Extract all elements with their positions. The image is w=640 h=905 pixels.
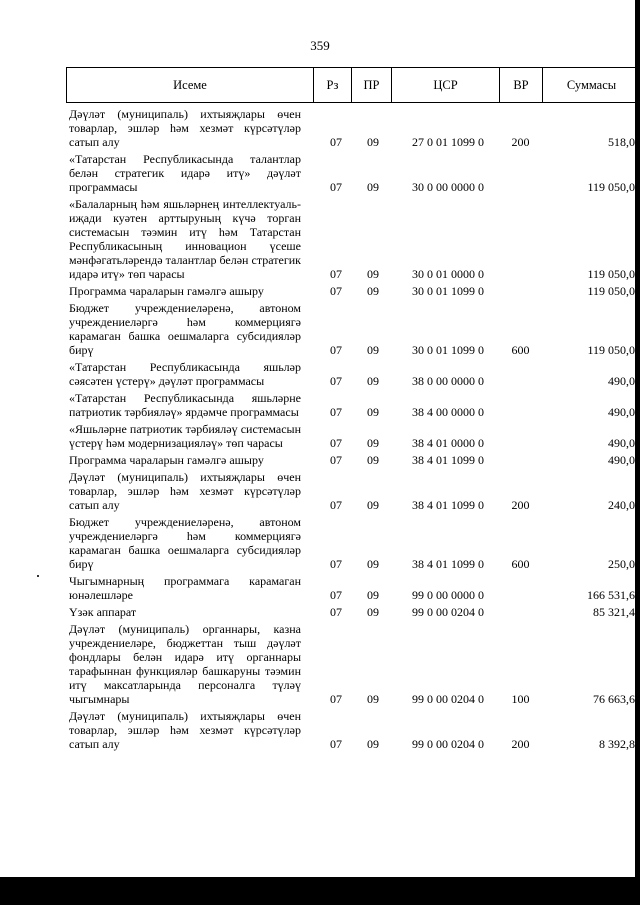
cell-sum: 119 050,0 (587, 267, 635, 281)
cell-pr: 09 (367, 405, 379, 419)
cell-csr: 38 4 01 1099 0 (412, 498, 484, 512)
table-row (66, 152, 640, 194)
cell-pr: 09 (367, 737, 379, 751)
cell-pr: 09 (367, 557, 379, 571)
cell-sum: 85 321,4 (593, 605, 635, 619)
cell-pr: 09 (367, 267, 379, 281)
table-body (66, 107, 640, 754)
cell-sum: 76 663,6 (593, 692, 635, 706)
cell-csr: 99 0 00 0204 0 (412, 605, 484, 619)
cell-vr: 200 (511, 737, 530, 751)
cell-sum: 250,0 (608, 557, 635, 571)
table-row (66, 470, 640, 512)
cell-pr: 09 (367, 180, 379, 194)
header-csr: ЦСР (392, 68, 500, 102)
cell-rz: 07 (330, 284, 342, 298)
cell-sum: 518,0 (608, 135, 635, 149)
table-row (66, 360, 640, 388)
cell-pr: 09 (367, 436, 379, 450)
cell-name: Дәүләт (муниципаль) ихтыяҗлары өчен товарлар, эшләр һәм хезмәт күрсәтүләр сатып алу (69, 107, 301, 149)
cell-vr: 600 (511, 343, 530, 357)
cell-name: Программа чараларын гамәлгә ашыру (69, 453, 264, 467)
cell-name: Программа чараларын гамәлгә ашыру (69, 284, 264, 298)
cell-pr: 09 (367, 135, 379, 149)
cell-sum: 490,0 (608, 405, 635, 419)
table-row (66, 453, 640, 467)
table-row (66, 605, 640, 619)
cell-rz: 07 (330, 180, 342, 194)
cell-pr: 09 (367, 374, 379, 388)
cell-name: Бюджет учреждениеләренә, автоном учреждениеләргә һәм коммерциягә карамаган башка оешмаларга субсидияләр бирү (69, 301, 301, 357)
cell-rz: 07 (330, 588, 342, 602)
header-pr: ПР (352, 68, 392, 102)
cell-rz: 07 (330, 343, 342, 357)
cell-vr: 600 (511, 557, 530, 571)
cell-name: «Яшьләрне патриотик тәрбияләү системасын үстерү һәм модернизацияләү» төп чарасы (69, 422, 301, 450)
cell-pr: 09 (367, 605, 379, 619)
cell-csr: 38 4 01 0000 0 (412, 436, 484, 450)
table-row (66, 574, 640, 602)
cell-pr: 09 (367, 588, 379, 602)
cell-csr: 38 4 01 1099 0 (412, 453, 484, 467)
cell-rz: 07 (330, 498, 342, 512)
cell-csr: 30 0 00 0000 0 (412, 180, 484, 194)
table-row (66, 422, 640, 450)
scan-edge-bottom (0, 877, 640, 905)
cell-rz: 07 (330, 374, 342, 388)
header-sum: Суммасы (566, 77, 617, 92)
cell-sum: 490,0 (608, 436, 635, 450)
header-rz: Рз (314, 68, 352, 102)
page-number: 359 (310, 38, 330, 53)
cell-rz: 07 (330, 405, 342, 419)
table-row (66, 197, 640, 281)
cell-name: «Татарстан Республикасында яшьләрне патриотик тәрбияләү» ярдәмче программасы (69, 391, 301, 419)
cell-name: Чыгымнарның программага карамаган юнәлешләре (69, 574, 301, 602)
cell-csr: 99 0 00 0000 0 (412, 588, 484, 602)
table-row (66, 107, 640, 149)
cell-rz: 07 (330, 267, 342, 281)
cell-name: Дәүләт (муниципаль) ихтыяҗлары өчен товарлар, эшләр һәм хезмәт күрсәтүләр сатып алу (69, 709, 301, 751)
scan-speck (37, 575, 39, 577)
cell-name: Үзәк аппарат (69, 605, 137, 619)
cell-pr: 09 (367, 453, 379, 467)
cell-rz: 07 (330, 436, 342, 450)
cell-csr: 99 0 00 0204 0 (412, 737, 484, 751)
cell-pr: 09 (367, 343, 379, 357)
cell-sum: 119 050,0 (587, 343, 635, 357)
header-name: Исеме (67, 68, 314, 102)
cell-vr: 200 (511, 135, 530, 149)
cell-sum: 119 050,0 (587, 284, 635, 298)
cell-csr: 38 4 01 1099 0 (412, 557, 484, 571)
cell-rz: 07 (330, 692, 342, 706)
cell-sum: 119 050,0 (587, 180, 635, 194)
cell-sum: 8 392,8 (599, 737, 635, 751)
cell-sum: 490,0 (608, 374, 635, 388)
table-row (66, 622, 640, 706)
cell-csr: 38 4 00 0000 0 (412, 405, 484, 419)
header-vr: ВР (500, 68, 543, 102)
cell-csr: 30 0 01 1099 0 (412, 343, 484, 357)
cell-pr: 09 (367, 692, 379, 706)
table-header (66, 67, 640, 103)
cell-csr: 30 0 01 1099 0 (412, 284, 484, 298)
cell-csr: 99 0 00 0204 0 (412, 692, 484, 706)
cell-name: «Татарстан Республикасында талантлар белән стратегик идарә итү» дәүләт программасы (69, 152, 301, 194)
table-row (66, 391, 640, 419)
cell-pr: 09 (367, 284, 379, 298)
scan-edge-right (635, 0, 640, 905)
cell-pr: 09 (367, 498, 379, 512)
cell-csr: 30 0 01 0000 0 (412, 267, 484, 281)
cell-sum: 166 531,6 (587, 588, 635, 602)
cell-csr: 38 0 00 0000 0 (412, 374, 484, 388)
table-row (66, 515, 640, 571)
cell-vr: 100 (511, 692, 530, 706)
cell-name: «Балаларның һәм яшьләрнең интеллектуаль-иҗади куәтен арттыруның күчә торган системасын тәэмин итү һәм Татарстан Республикасының инновацион үсеше мәнфәгатьләрендә талантлар белән стратегик идарә итү» төп чарасы (69, 197, 301, 281)
table-row (66, 284, 640, 298)
cell-name: Дәүләт (муниципаль) органнары, казна учреждениеләре, бюджеттан тыш дәүләт фондлары белән идарә итү органнары тарафыннан функцияләр башкаруны тәэмин итү максатларында персоналга түләү чыгымнары (69, 622, 301, 706)
cell-rz: 07 (330, 557, 342, 571)
cell-rz: 07 (330, 605, 342, 619)
cell-rz: 07 (330, 453, 342, 467)
cell-sum: 490,0 (608, 453, 635, 467)
cell-name: «Татарстан Республикасында яшьләр сәясәтен үстерү» дәүләт программасы (69, 360, 301, 388)
cell-name: Дәүләт (муниципаль) ихтыяҗлары өчен товарлар, эшләр һәм хезмәт күрсәтүләр сатып алу (69, 470, 301, 512)
cell-rz: 07 (330, 135, 342, 149)
cell-csr: 27 0 01 1099 0 (412, 135, 484, 149)
cell-rz: 07 (330, 737, 342, 751)
cell-vr: 200 (511, 498, 530, 512)
cell-name: Бюджет учреждениеләренә, автоном учреждениеләргә һәм коммерциягә карамаган башка оешмаларга субсидияләр бирү (69, 515, 301, 571)
cell-sum: 240,0 (608, 498, 635, 512)
table-row (66, 709, 640, 751)
table-row (66, 301, 640, 357)
